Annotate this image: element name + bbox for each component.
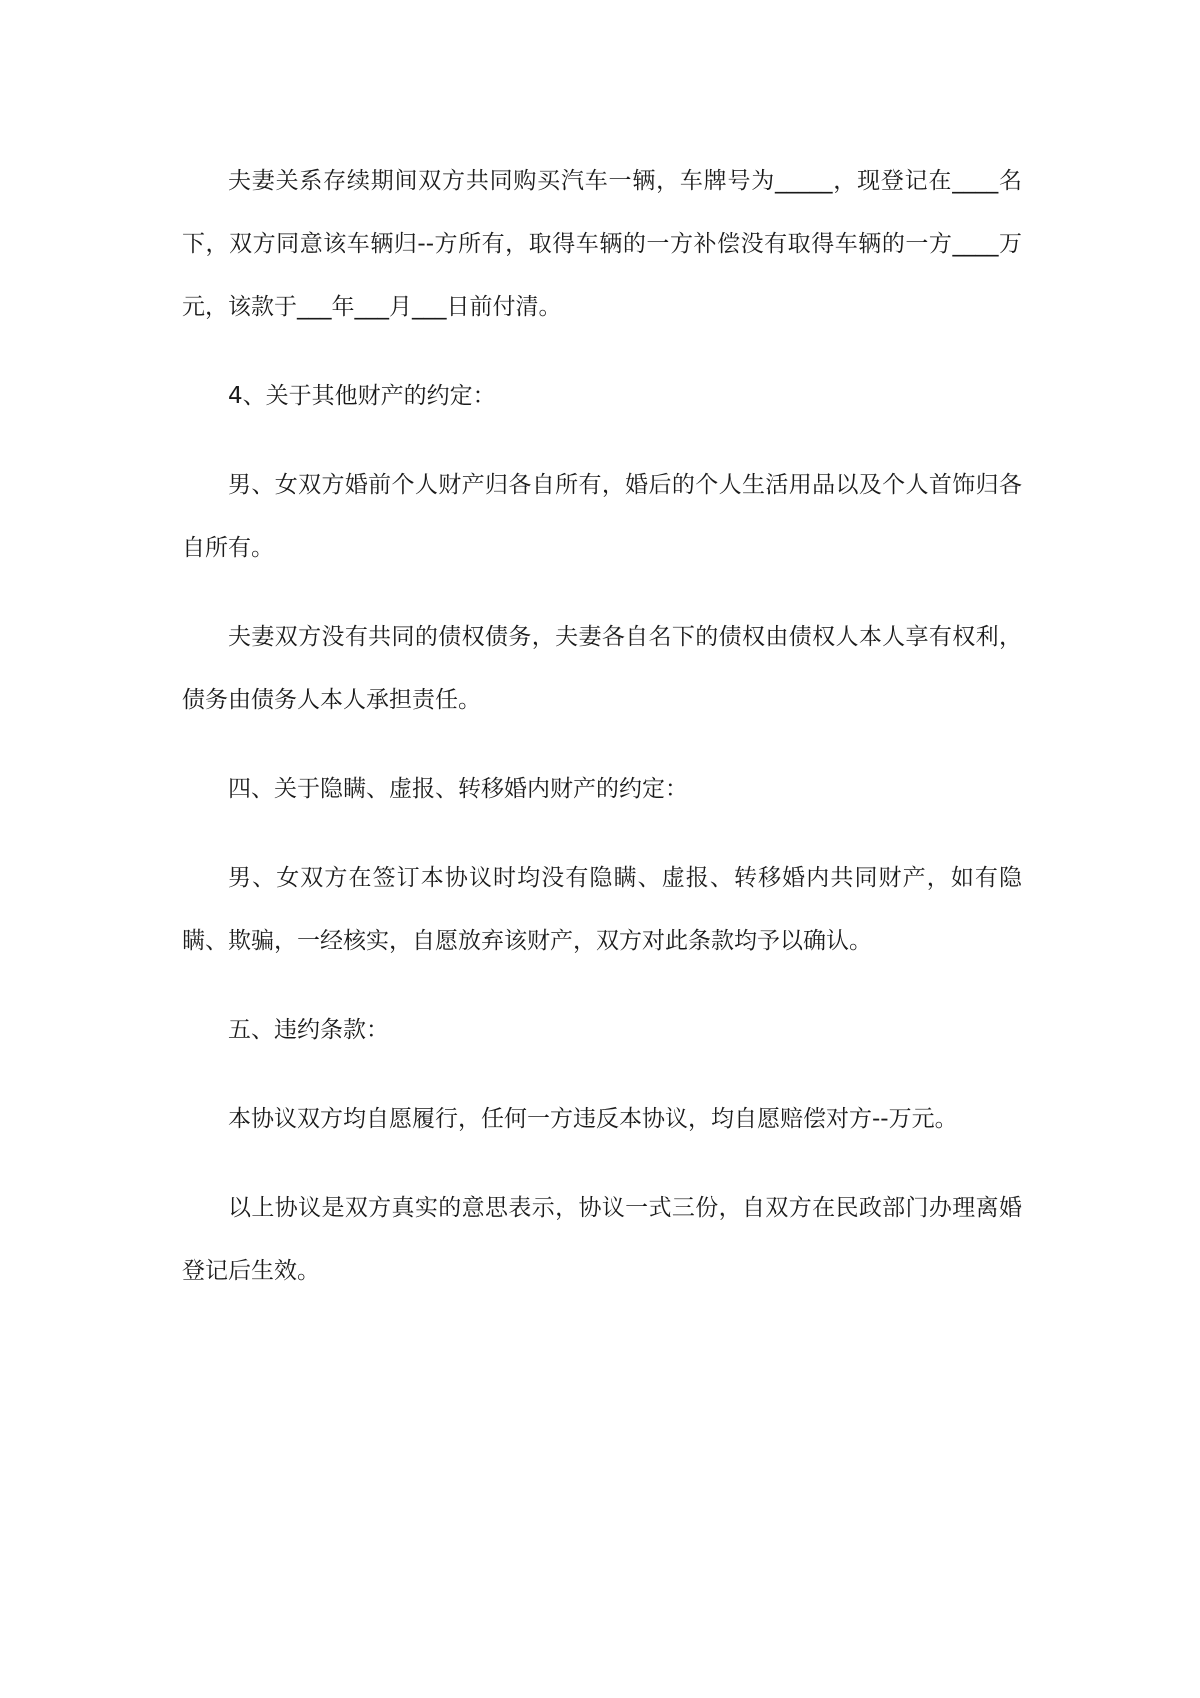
paragraph-effectiveness: 以上协议是双方真实的意思表示，协议一式三份，自双方在民政部门办理离婚登记后生效。	[182, 1195, 1022, 1284]
paragraph-breach: 本协议双方均自愿履行，任何一方违反本协议，均自愿赔偿对方--万元。	[228, 1106, 958, 1132]
heading-concealment: 四、关于隐瞒、虚报、转移婚内财产的约定：	[228, 776, 688, 802]
paragraph-concealment: 男、女双方在签订本协议时均没有隐瞒、虚报、转移婚内共同财产，如有隐瞒、欺骗，一经核实，自愿放弃该财产，双方对此条款均予以确认。	[182, 865, 1022, 954]
paragraph-gap	[182, 1062, 1022, 1088]
paragraph-gap	[182, 339, 1022, 365]
paragraph-personal-property: 男、女双方婚前个人财产归各自所有，婚后的个人生活用品以及个人首饰归各自所有。	[182, 472, 1022, 561]
paragraph-gap	[182, 821, 1022, 847]
paragraph-gap	[182, 732, 1022, 758]
heading-other-property: 4、关于其他财产的约定：	[228, 383, 496, 409]
heading-breach: 五、违约条款：	[228, 1017, 389, 1043]
paragraph-gap	[182, 580, 1022, 606]
paragraph-gap	[182, 428, 1022, 454]
paragraph-gap	[182, 973, 1022, 999]
document-body	[182, 150, 1022, 1303]
paragraph-debts: 夫妻双方没有共同的债权债务，夫妻各自名下的债权由债权人本人享有权利，债务由债务人本人承担责任。	[182, 624, 1022, 713]
paragraph-gap	[182, 1151, 1022, 1177]
paragraph-vehicle-agreement: 夫妻关系存续期间双方共同购买汽车一辆，车牌号为_____，现登记在____名下，双方同意该车辆归--方所有，取得车辆的一方补偿没有取得车辆的一方____万元，该款于___年___月___日前付清。	[182, 168, 1022, 320]
